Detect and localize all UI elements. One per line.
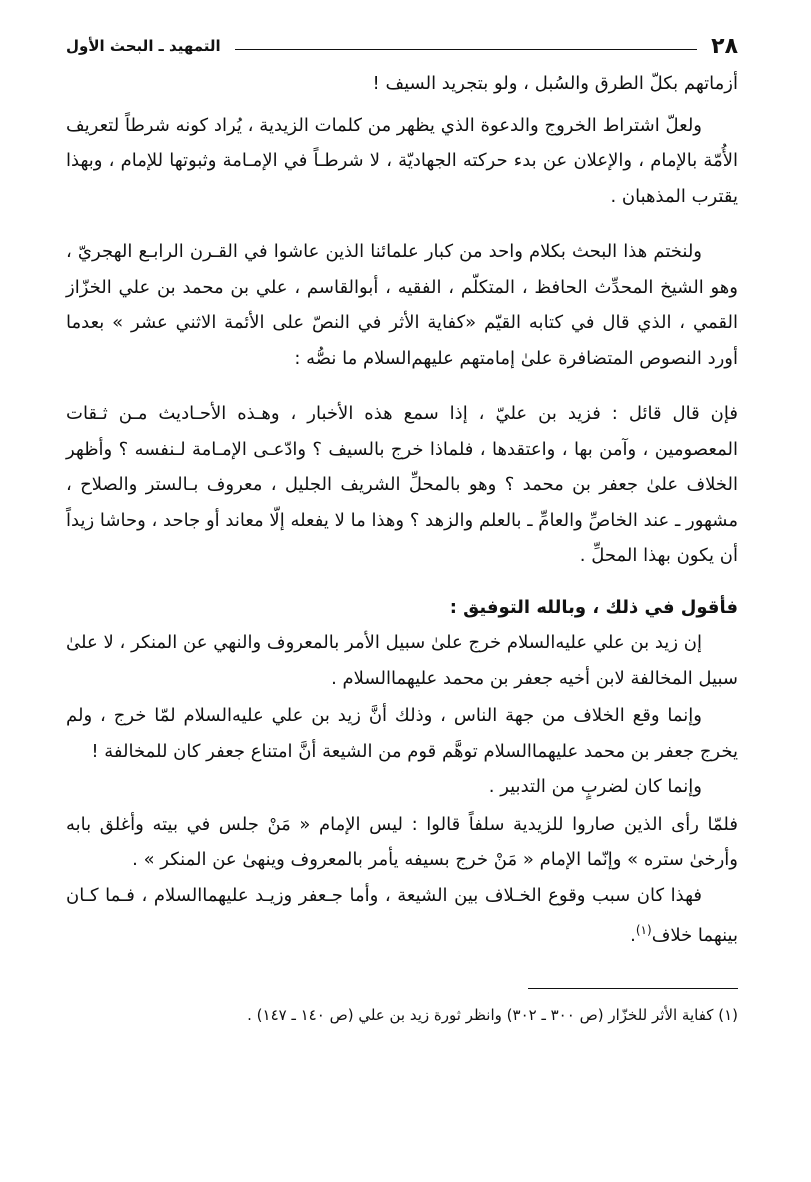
paragraph-2: ولعلّ اشتراط الخروج والدعوة الذي يظهر من كلمات الزيدية ، يُراد كونه شرطاً لتعريف الأُمّة بالإمام ، والإعلان عن بدء حركته الجهاديّة ، لا شرطـاً في الإمـامة وثبوتها للإمام ، وبهذا يقترب المذهبان . [66,114,738,207]
paragraph-4: فإن قال قائل : فزيد بن عليّ ، إذا سمع هذه الأخبار ، وهـذه الأحـاديث مـن ثـقات المعصومين ، وآمن بها ، واعتقدها ، فلماذا خرج بالسيف ؟ وادّعـى الإمـامة لـنفسه ؟ وأظهر الخلاف علىٰ جعفر بن محمد ؟ وهو بالمحلِّ الشريف الجليل ، معروف بـالستر والصلاح ، مشهور ـ عند الخاصِّ والعامِّ ـ بالعلم والزهد ؟ وهذا ما لا يفعله إلّا معاند أو جاحد ، وحاشا زيداً أن يكون بهذا المحلِّ . [66,403,738,566]
footnote-rule [528,988,738,989]
paragraph-10-text: فهذا كان سبب وقوع الخـلاف بين الشيعة ، وأما جـعفر وزيـد عليهما‌السلام ، فـما كـان بينهما خلاف [66,884,738,946]
paragraph-8: وإنما كان لضربٍ من التدبير . [488,776,702,797]
paragraph-1: أزماتهم بكلّ الطرق والسُبل ، ولو بتجريد السيف ! [372,73,738,94]
paragraph-10 [66,878,738,954]
text-body [66,66,738,954]
paragraph-3: ولنختم هذا البحث بكلام واحد من كبار علمائنا الذين عاشوا في القـرن الرابـع الهجريّ ، وهو الشيخ المحدِّث الحافظ ، المتكلّم ، الفقيه ، أبوالقاسم ، علي بن محمد بن علي الخزّاز القمي ، الذي قال في كتابه القيّم «كفاية الأثر في النصّ على الأئمة الاثني عشر » بعدما أورد النصوص المتضافرة علىٰ إمامتهم عليهم‌السلام ما نصُّه : [66,241,738,369]
paragraph-5-heading: فأقول في ذلك ، وبالله التوفيق : [449,596,738,618]
paragraph-9: فلمّا رأى الذين صاروا للزيدية سلفاً قالوا : ليس الإمام « مَنْ جلس في بيته وأغلق بابه وأرخىٰ ستره » وإنّما الإمام « مَنْ خرج بسيفه يأمر بالمعروف وينهىٰ عن المنكر » . [66,813,738,870]
paragraph-7: وإنما وقع الخلاف من جهة الناس ، وذلك أنَّ زيد بن علي عليه‌السلام لمّا خرج ، ولم يخرج جعفر بن محمد عليهما‌السلام توهَّم قوم من الشيعة أنَّ امتناع جعفر كان للمخالفة ! [66,705,738,762]
header-rule [235,49,697,50]
page-number: ٢٨ [711,33,738,59]
running-title: التمهيد ـ البحث الأول [66,37,221,55]
footnote-reference: (١) [635,923,652,937]
running-head [66,30,738,62]
paragraph-10-end: . [630,925,636,946]
book-page [66,30,738,1029]
paragraph-6: إن زيد بن علي عليه‌السلام خرج علىٰ سبيل الأمر بالمعروف والنهي عن المنكر ، لا علىٰ سبيل المخالفة لابن أخيه جعفر بن محمد عليهما‌السلام . [66,632,738,689]
footnote-1: (١) كفاية الأثر للخزّار (ص ٣٠٠ ـ ٣٠٢) وانظر ثورة زيد بن علي (ص ١٤٠ ـ ١٤٧) . [247,1005,738,1024]
